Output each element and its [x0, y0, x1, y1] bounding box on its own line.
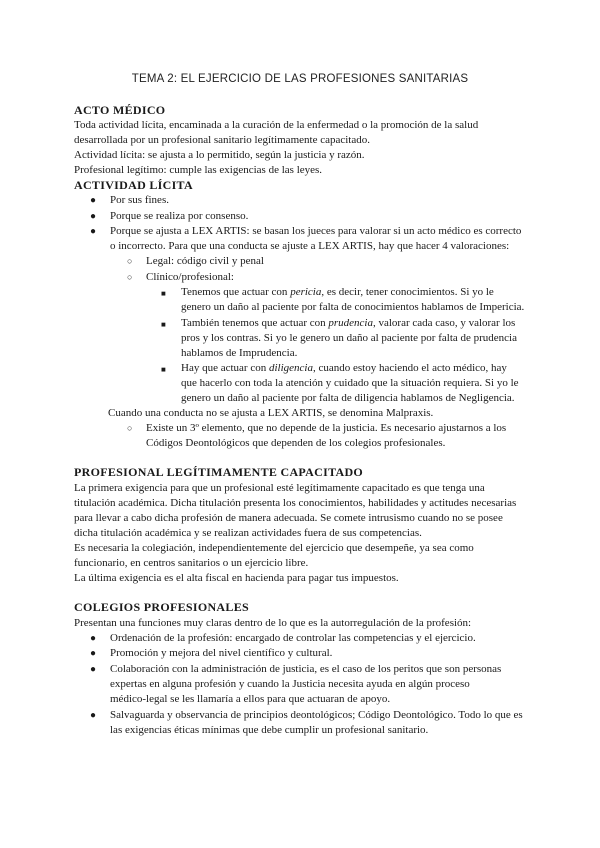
bullet-disc-icon: ● — [90, 633, 97, 644]
paragraph-line: para llevar a cabo dicha profesión de manera adecuada. Se comete intrusismo cuando no se posee — [74, 512, 503, 524]
list-item-continuation: o incorrecto. Para que una conducta se ajuste a LEX ARTIS, hay que hacer 4 valoraciones: — [110, 240, 510, 252]
sub-sub-list-item-continuation: que hacerlo con toda la atención y cuidado que la situación requiera. Si yo le — [181, 377, 519, 389]
sub-list-item: Clínico/profesional: — [146, 271, 234, 283]
list-item-continuation: médico-legal se les llamaría a ellos para que actuaran de apoyo. — [110, 693, 391, 705]
list-item-continuation: expertas en alguna profesión y cuando la Justicia necesita ayuda en algún proceso — [110, 678, 470, 690]
sub-list-item-continuation: Códigos Deontológicos que dependen de los colegios profesionales. — [146, 437, 446, 449]
bullet-circle-icon: ○ — [127, 272, 133, 282]
sub-sub-list-item: También tenemos que actuar con prudencia, valorar cada caso, y valorar los — [181, 317, 516, 329]
paragraph-line: La primera exigencia para que un profesional esté legítimamente capacitado es que tenga una — [74, 482, 485, 494]
list-item: Porque se ajusta a LEX ARTIS: se basan los jueces para valorar si un acto médico es correcto — [110, 225, 522, 237]
bullet-square-icon: ■ — [161, 365, 166, 374]
bullet-circle-icon: ○ — [127, 256, 133, 266]
paragraph-line: desarrollada por un profesional sanitario legítimamente capacitado. — [74, 134, 370, 146]
section-heading-profesional-capacitado: PROFESIONAL LEGÍTIMAMENTE CAPACITADO — [74, 465, 364, 479]
sub-sub-list-item: Hay que actuar con diligencia, cuando estoy haciendo el acto médico, hay — [181, 362, 507, 374]
list-item: Colaboración con la administración de justicia, es el caso de los peritos que son personas — [110, 663, 502, 675]
paragraph-line: funcionario, en centros sanitarios o un ejercicio libre. — [74, 557, 309, 569]
sub-sub-list-item-continuation: genero un daño al paciente por falta de diligencia hablamos de Negligencia. — [181, 392, 515, 404]
bullet-disc-icon: ● — [90, 195, 97, 206]
list-item: Ordenación de la profesión: encargado de controlar las competencias y el ejercicio. — [110, 632, 476, 644]
bullet-square-icon: ■ — [161, 320, 166, 329]
paragraph-line: Actividad lícita: se ajusta a lo permitido, según la justicia y razón. — [74, 149, 365, 161]
bullet-disc-icon: ● — [90, 710, 97, 721]
sub-sub-list-item-continuation: pros y los contras. Si yo le genero un daño al paciente por falta de prudencia — [181, 332, 517, 344]
list-item: Promoción y mejora del nivel científico y cultural. — [110, 647, 333, 659]
paragraph-line: Es necesaria la colegiación, independientemente del ejercicio que desempeñe, ya sea como — [74, 542, 474, 554]
section-heading-acto-medico: ACTO MÉDICO — [74, 103, 166, 117]
paragraph-line: dicha titulación académica y se realizan actividades fuera de sus competencias. — [74, 527, 422, 539]
bullet-disc-icon: ● — [90, 226, 97, 237]
paragraph-line: La última exigencia es el alta fiscal en hacienda para pagar tus impuestos. — [74, 572, 399, 584]
page-title: TEMA 2: EL EJERCICIO DE LAS PROFESIONES SANITARIAS — [131, 73, 469, 85]
section-heading-colegios-profesionales: COLEGIOS PROFESIONALES — [74, 600, 249, 614]
bullet-circle-icon: ○ — [127, 423, 133, 433]
paragraph-line: Profesional legítimo: cumple las exigencias de las leyes. — [74, 164, 323, 176]
sub-sub-list-item-continuation: hablamos de Imprudencia. — [181, 347, 298, 359]
malpraxis-note: Cuando una conducta no se ajusta a LEX ARTIS, se denomina Malpraxis. — [108, 407, 434, 419]
paragraph-line: Toda actividad lícita, encaminada a la curación de la enfermedad o la promoción de la salud — [74, 119, 479, 131]
list-item: Por sus fines. — [110, 194, 169, 206]
list-item: Salvaguarda y observancia de principios deontológicos; Código Deontológico. Todo lo que es — [110, 709, 523, 721]
list-item: Porque se realiza por consenso. — [110, 210, 249, 222]
sub-list-item: Existe un 3º elemento, que no depende de la justicia. Es necesario ajustarnos a los — [146, 422, 507, 434]
bullet-disc-icon: ● — [90, 211, 97, 222]
sub-sub-list-item: Tenemos que actuar con pericia, es decir, tener conocimientos. Si yo le — [181, 286, 494, 298]
paragraph-line: Presentan una funciones muy claras dentro de lo que es la autorregulación de la profesión: — [74, 617, 472, 629]
sub-sub-list-item-continuation: genero un daño al paciente por falta de conocimientos hablamos de Impericia. — [181, 301, 525, 313]
list-item-continuation: las exigencias éticas mínimas que debe cumplir un profesional sanitario. — [110, 724, 429, 736]
bullet-disc-icon: ● — [90, 648, 97, 659]
sub-list-item: Legal: código civil y penal — [146, 255, 264, 267]
bullet-disc-icon: ● — [90, 664, 97, 675]
paragraph-line: titulación académica. Dicha titulación presenta los conocimientos, habilidades y actitudes necesarias — [74, 497, 517, 509]
bullet-square-icon: ■ — [161, 289, 166, 298]
section-heading-actividad-licita: ACTIVIDAD LÍCITA — [74, 178, 193, 192]
